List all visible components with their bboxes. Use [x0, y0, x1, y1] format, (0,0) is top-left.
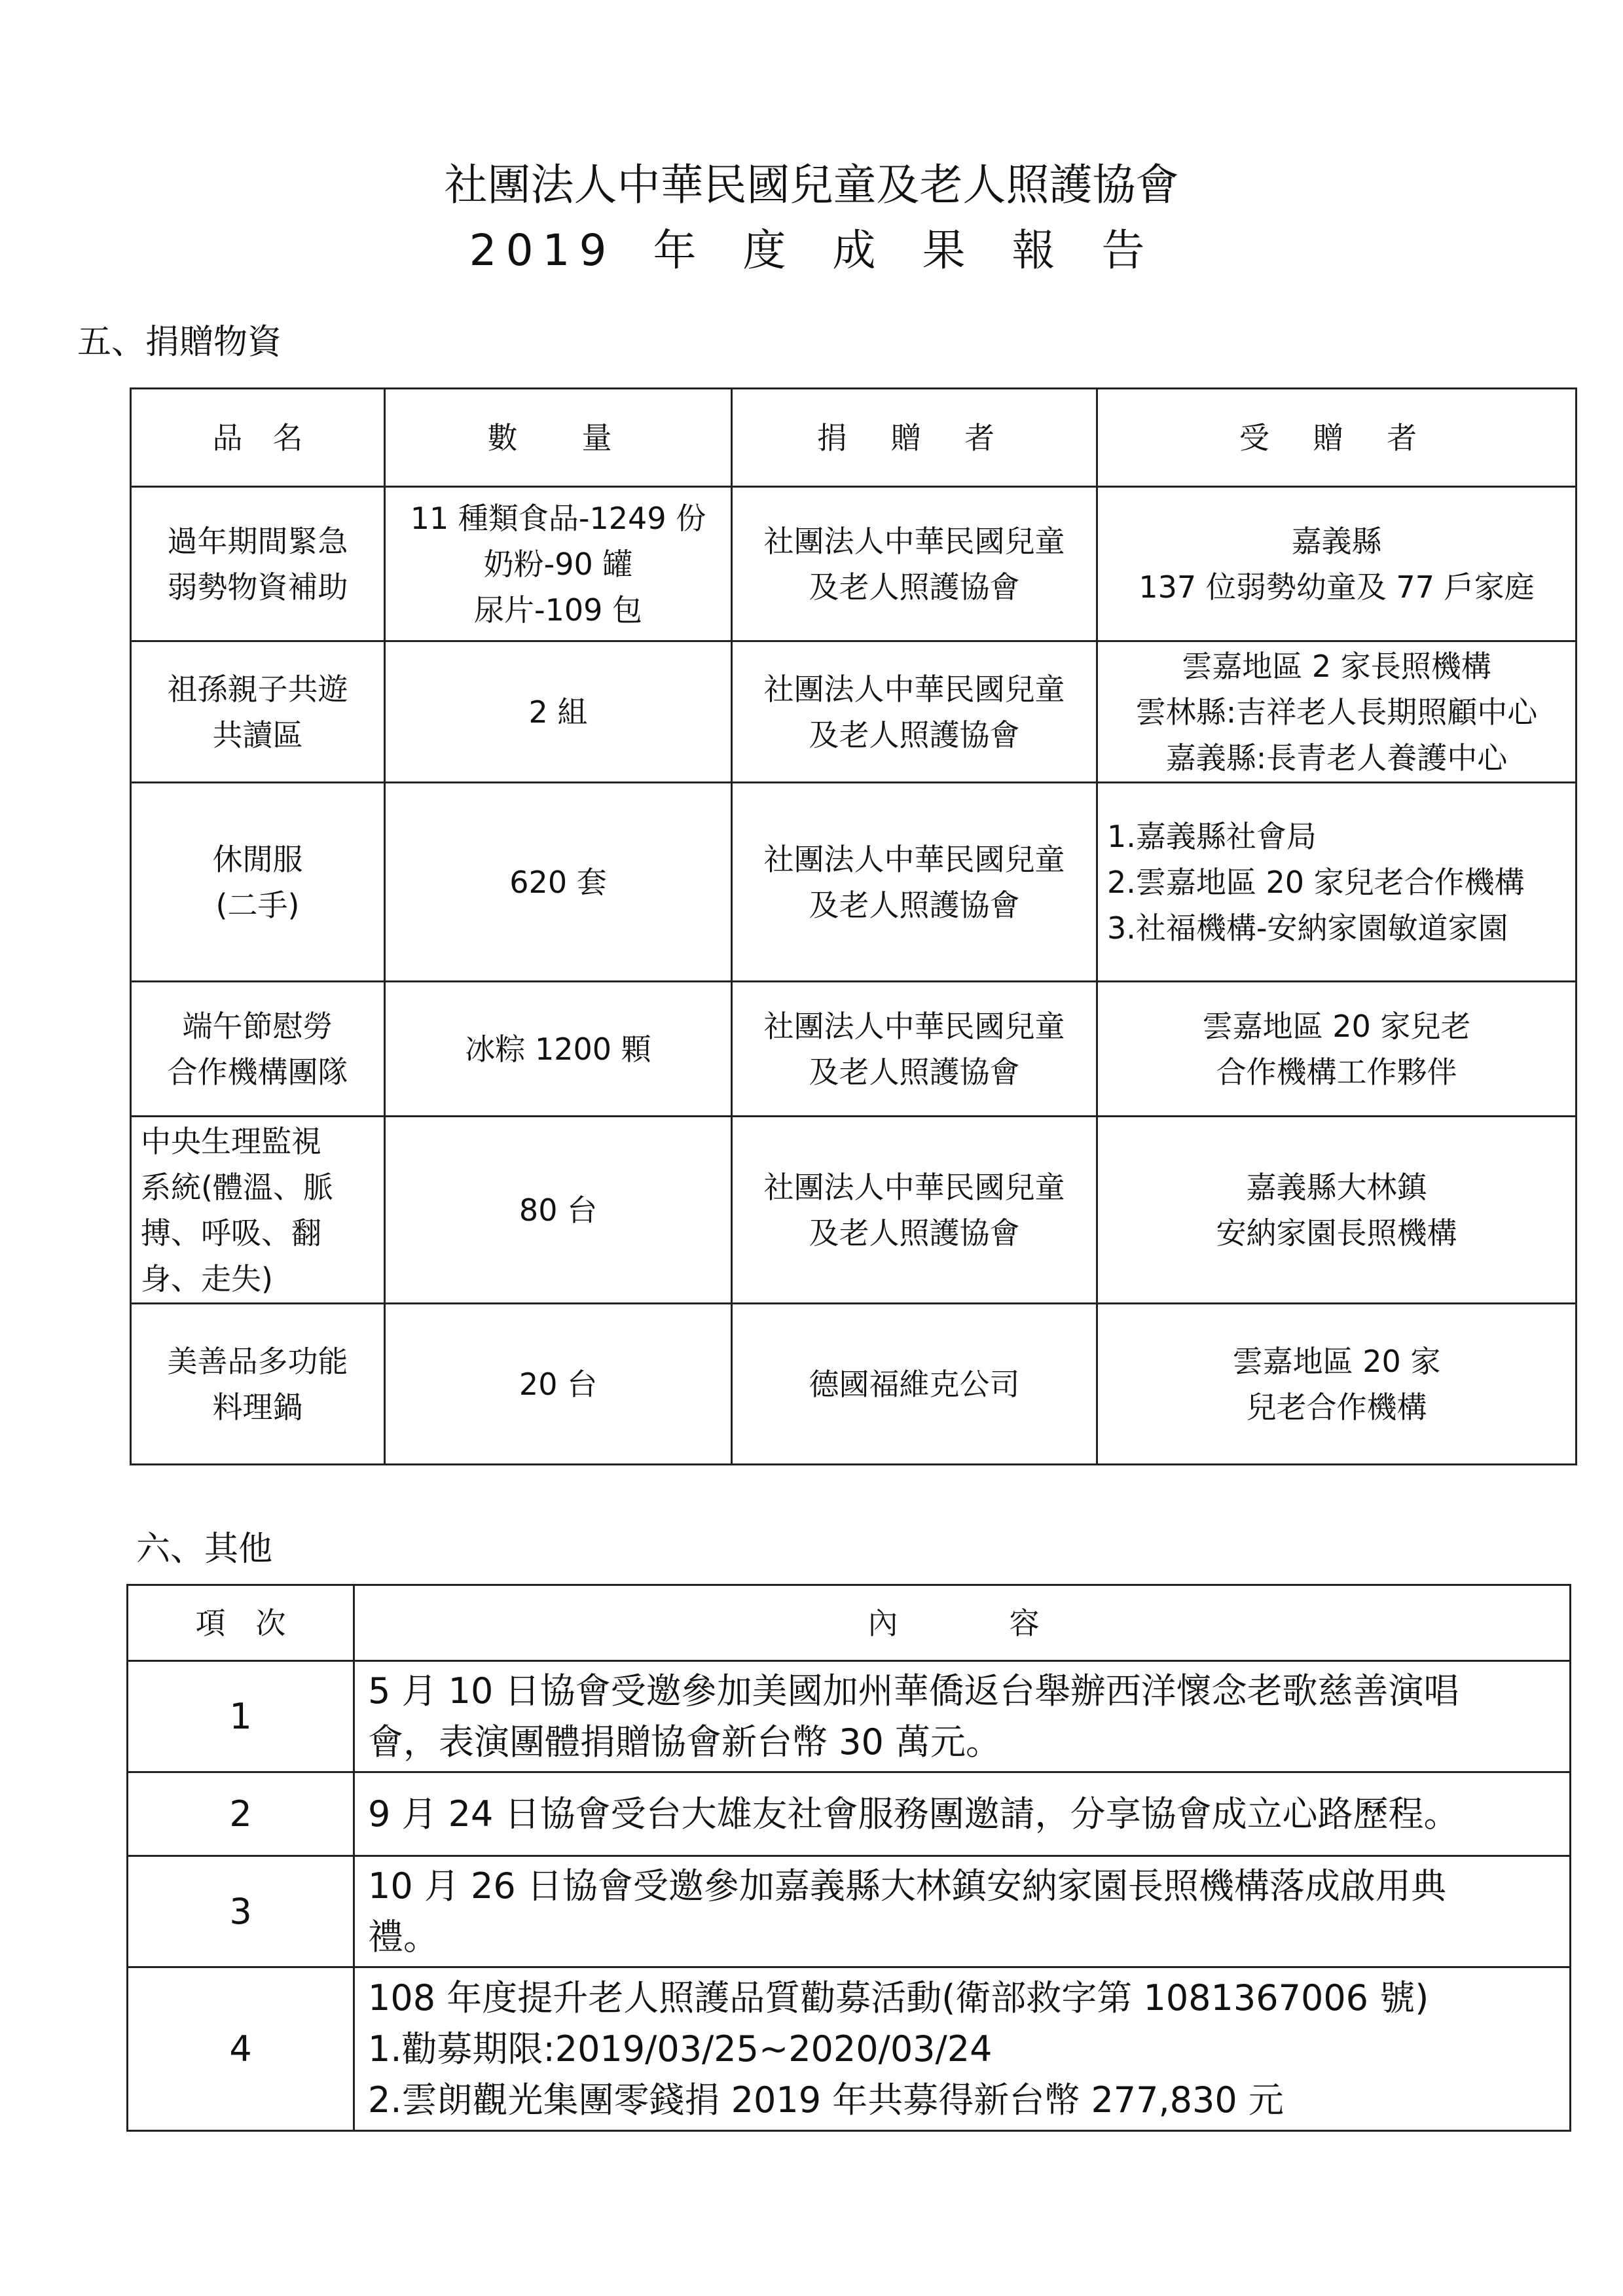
- cell-line: 冰粽 1200 顆: [465, 1031, 651, 1067]
- table-row: [128, 1661, 1571, 1772]
- cell-content: [354, 1856, 1571, 1967]
- donations-table: [130, 387, 1577, 1465]
- cell-recipient: [1097, 487, 1577, 641]
- cell-donor: [732, 1304, 1097, 1465]
- cell-donor: [732, 783, 1097, 982]
- cell-line: 1.嘉義縣社會局: [1107, 818, 1317, 854]
- column-header-donor: 捐 贈 者: [732, 389, 1097, 487]
- table-header-row: [128, 1585, 1571, 1661]
- cell-line: 雲林縣:吉祥老人長期照顧中心: [1135, 694, 1538, 730]
- cell-line: 合作機構團隊: [167, 1054, 348, 1090]
- cell-quantity: [385, 982, 732, 1117]
- cell-quantity: [385, 1117, 732, 1304]
- cell-item: [131, 641, 385, 783]
- cell-line: 社團法人中華民國兒童: [763, 1008, 1065, 1044]
- cell-line: 108 年度提升老人照護品質勸募活動(衛部救字第 1081367006 號): [368, 1977, 1429, 2018]
- cell-line: 620 套: [509, 864, 607, 900]
- cell-line: 過年期間緊急: [167, 523, 348, 559]
- cell-line: 2.雲嘉地區 20 家兒老合作機構: [1107, 864, 1525, 900]
- cell-line: 嘉義縣: [1291, 523, 1382, 559]
- cell-line: 禮。: [368, 1916, 439, 1958]
- table-row: [131, 641, 1577, 783]
- cell-item: [131, 783, 385, 982]
- cell-line: 休閒服: [212, 841, 303, 877]
- cell-line: 中央生理監視: [141, 1123, 321, 1159]
- cell-item: [131, 1304, 385, 1465]
- cell-item: [131, 487, 385, 641]
- cell-donor: [732, 641, 1097, 783]
- cell-line: 2 組: [528, 694, 588, 730]
- cell-line: 社團法人中華民國兒童: [763, 671, 1065, 707]
- table-row: [131, 1117, 1577, 1304]
- column-header-index: 項 次: [128, 1585, 354, 1661]
- cell-line: 身、走失): [141, 1261, 273, 1297]
- column-header-recipient: 受 贈 者: [1097, 389, 1577, 487]
- cell-line: 德國福維克公司: [809, 1366, 1020, 1402]
- cell-line: 嘉義縣:長青老人養護中心: [1165, 740, 1508, 776]
- cell-line: 合作機構工作夥伴: [1216, 1054, 1457, 1090]
- cell-line: 社團法人中華民國兒童: [763, 523, 1065, 559]
- table-row: [131, 783, 1577, 982]
- report-subtitle: 2019 年 度 成 果 報 告: [469, 225, 1154, 276]
- cell-donor: [732, 1117, 1097, 1304]
- cell-quantity: [385, 1304, 732, 1465]
- cell-line: 搏、呼吸、翻: [141, 1215, 321, 1251]
- column-header-item: 品 名: [131, 389, 385, 487]
- cell-recipient: [1097, 783, 1577, 982]
- cell-recipient: [1097, 1117, 1577, 1304]
- cell-line: 137 位弱勢幼童及 77 戶家庭: [1139, 569, 1535, 605]
- cell-recipient: [1097, 641, 1577, 783]
- cell-content: [354, 1967, 1571, 2131]
- cell-line: 嘉義縣大林鎮: [1246, 1169, 1427, 1205]
- table-row: [128, 1967, 1571, 2131]
- others-table: [126, 1584, 1571, 2132]
- cell-quantity: [385, 783, 732, 982]
- cell-index: 4: [128, 1967, 354, 2131]
- cell-index: 2: [128, 1772, 354, 1856]
- cell-line: (二手): [215, 887, 300, 923]
- cell-line: 及老人照護協會: [809, 569, 1020, 605]
- cell-line: 安納家園長照機構: [1216, 1215, 1457, 1251]
- cell-index: 1: [128, 1661, 354, 1772]
- cell-line: 尿片-109 包: [473, 592, 643, 628]
- cell-line: 料理鍋: [212, 1389, 303, 1425]
- cell-line: 社團法人中華民國兒童: [763, 841, 1065, 877]
- section-heading-donations: 五、捐贈物資: [77, 323, 282, 362]
- cell-line: 及老人照護協會: [809, 1054, 1020, 1090]
- cell-line: 美善品多功能: [167, 1343, 348, 1379]
- cell-donor: [732, 487, 1097, 641]
- cell-line: 1.勸募期限:2019/03/25~2020/03/24: [368, 2028, 993, 2070]
- cell-line: 2.雲朗觀光集團零錢捐 2019 年共募得新台幣 277,830 元: [368, 2079, 1284, 2121]
- cell-content: [354, 1772, 1571, 1856]
- cell-line: 雲嘉地區 20 家: [1232, 1343, 1441, 1379]
- cell-line: 兒老合作機構: [1246, 1389, 1427, 1425]
- cell-line: 及老人照護協會: [809, 717, 1020, 753]
- table-row: [131, 1304, 1577, 1465]
- column-header-content: 內 容: [354, 1585, 1571, 1661]
- table-row: [131, 487, 1577, 641]
- report-title: 社團法人中華民國兒童及老人照護協會: [444, 160, 1179, 210]
- cell-line: 80 台: [519, 1192, 598, 1228]
- cell-line: 雲嘉地區 20 家兒老: [1202, 1008, 1471, 1044]
- cell-line: 3.社福機構-安納家園敏道家園: [1107, 910, 1508, 946]
- cell-line: 奶粉-90 罐: [483, 546, 633, 582]
- cell-index: 3: [128, 1856, 354, 1967]
- table-row: [131, 982, 1577, 1117]
- cell-line: 11 種類食品-1249 份: [410, 500, 706, 536]
- cell-line: 社團法人中華民國兒童: [763, 1169, 1065, 1205]
- cell-line: 及老人照護協會: [809, 1215, 1020, 1251]
- cell-line: 端午節慰勞: [182, 1008, 333, 1044]
- cell-line: 20 台: [519, 1366, 598, 1402]
- cell-recipient: [1097, 982, 1577, 1117]
- cell-quantity: [385, 641, 732, 783]
- column-header-quantity: 數 量: [385, 389, 732, 487]
- cell-recipient: [1097, 1304, 1577, 1465]
- cell-line: 10 月 26 日協會受邀參加嘉義縣大林鎮安納家園長照機構落成啟用典: [368, 1865, 1446, 1907]
- cell-line: 系統(體溫、脈: [141, 1169, 333, 1205]
- cell-item: [131, 1117, 385, 1304]
- cell-line: 祖孫親子共遊: [167, 671, 348, 707]
- cell-item: [131, 982, 385, 1117]
- cell-donor: [732, 982, 1097, 1117]
- cell-line: 雲嘉地區 2 家長照機構: [1182, 648, 1491, 684]
- cell-line: 會，表演團體捐贈協會新台幣 30 萬元。: [368, 1721, 1002, 1763]
- cell-line: 及老人照護協會: [809, 887, 1020, 923]
- table-row: [128, 1772, 1571, 1856]
- cell-line: 弱勢物資補助: [167, 569, 348, 605]
- table-header-row: [131, 389, 1577, 487]
- section-heading-others: 六、其他: [136, 1530, 273, 1569]
- table-row: [128, 1856, 1571, 1967]
- cell-quantity: [385, 487, 732, 641]
- cell-line: 5 月 10 日協會受邀參加美國加州華僑返台舉辦西洋懷念老歌慈善演唱: [368, 1670, 1459, 1712]
- cell-content: [354, 1661, 1571, 1772]
- cell-line: 共讀區: [212, 717, 303, 753]
- cell-line: 9 月 24 日協會受台大雄友社會服務團邀請，分享協會成立心路歷程。: [368, 1793, 1459, 1835]
